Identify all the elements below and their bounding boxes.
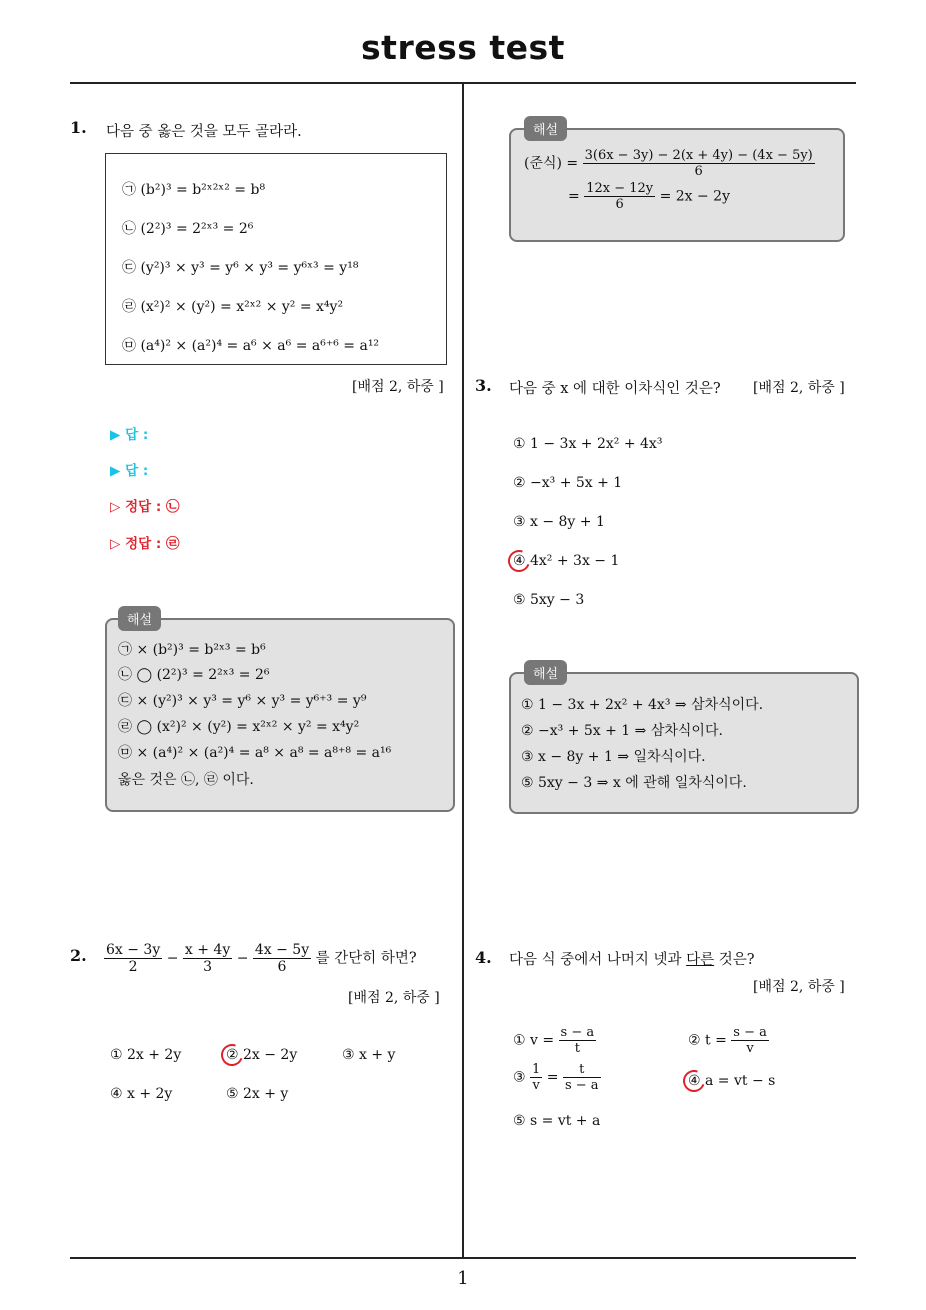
option-item (688, 1025, 769, 1056)
denominator: 2 (128, 959, 138, 975)
question-text-underlined: 다른 (686, 952, 715, 968)
question-4 (475, 948, 492, 967)
question-number: 4. (475, 948, 492, 967)
denominator: 6 (277, 959, 287, 975)
denominator: 6 (615, 197, 624, 212)
numerator: t (563, 1062, 601, 1078)
fraction (563, 1062, 601, 1093)
question-number: 1. (70, 118, 87, 137)
solution-tag: 해설 (524, 660, 567, 685)
question-text (509, 948, 755, 969)
choice-item: ㉠ (b²)³ = b²ˣ²ˣ² = b⁸ (122, 182, 266, 198)
option-item: ③ x − 8y + 1 (513, 514, 605, 530)
option-item: ④ a = vt − s (688, 1073, 776, 1089)
solution-equation (524, 148, 815, 179)
numerator: x + 4y (184, 942, 231, 958)
solution-line: ② −x³ + 5x + 1 ⇒ 삼차식이다. (521, 723, 723, 739)
choice-item: ㉤ (a⁴)² × (a²)⁴ = a⁶ × a⁶ = a⁶⁺⁶ = a¹² (122, 338, 380, 354)
denominator: v (746, 1041, 754, 1056)
answer-blank: ▶ 답 : (110, 427, 149, 443)
question-expression (104, 942, 417, 975)
choice-item: ㉡ (2²)³ = 2²ˣ³ = 2⁶ (122, 221, 254, 237)
equals-sign: = (546, 1069, 559, 1086)
correct-answer: ▷ 정답 : ㉣ (110, 536, 180, 552)
choice-item: ㉢ (y²)³ × y³ = y⁶ × y³ = y⁶ˣ³ = y¹⁸ (122, 260, 359, 276)
score-meta: [배점 2, 하중 ] (753, 380, 845, 396)
page-title: stress test (361, 28, 565, 67)
solution-line: ㉢ × (y²)³ × y³ = y⁶ × y³ = y⁶⁺³ = y⁹ (118, 693, 367, 709)
answer-circle-mark (504, 546, 533, 575)
page-number: 1 (457, 1268, 469, 1289)
fraction (253, 942, 311, 975)
score-meta: [배점 2, 하중 ] (753, 979, 845, 995)
option-item: ⑤ s = vt + a (513, 1113, 601, 1129)
denominator: s − a (564, 1078, 599, 1093)
question-number: 2. (70, 946, 87, 965)
numerator: 3(6x − 3y) − 2(x + 4y) − (4x − 5y) (584, 148, 813, 163)
option-label: ③ (513, 1069, 526, 1086)
answer-blank: ▶ 답 : (110, 463, 149, 479)
solution-line: 옳은 것은 ㉡, ㉣ 이다. (118, 772, 254, 788)
option-item: ⑤ 2x + y (226, 1086, 289, 1102)
option-item: ④ x + 2y (110, 1086, 173, 1102)
solution-line: ㉠ × (b²)³ = b²ˣ³ = b⁶ (118, 642, 266, 658)
solution-line: ㉣ ◯ (x²)² × (y²) = x²ˣ² × y² = x⁴y² (118, 719, 360, 735)
option-item: ② −x³ + 5x + 1 (513, 475, 623, 491)
denominator: 6 (694, 164, 703, 179)
option-label: ② t = (688, 1032, 727, 1049)
choice-item: ㉣ (x²)² × (y²) = x²ˣ² × y² = x⁴y² (122, 299, 344, 315)
option-item (513, 1062, 601, 1093)
operator: − (166, 950, 179, 967)
solution-line: ① 1 − 3x + 2x² + 4x³ ⇒ 삼차식이다. (521, 697, 764, 713)
numerator: s − a (733, 1025, 767, 1040)
question-text: 다음 중 x 에 대한 이차식인 것은? (509, 381, 721, 397)
equation-lhs: (준식) = (524, 155, 579, 172)
question-3 (475, 376, 492, 395)
solution-line: ㉡ ◯ (2²)³ = 2²ˣ³ = 2⁶ (118, 667, 270, 683)
question-number: 3. (475, 376, 492, 395)
answer-circle-mark (217, 1040, 246, 1069)
option-item: ④ 4x² + 3x − 1 (513, 553, 620, 569)
option-label: ① v = (513, 1032, 555, 1049)
numerator: 12x − 12y (586, 181, 654, 196)
question-text-part: 것은? (718, 952, 755, 968)
fraction (583, 148, 815, 179)
solution-line: ⑤ 5xy − 3 ⇒ x 에 관해 일차식이다. (521, 775, 747, 791)
question-1 (70, 118, 87, 137)
solution-tag: 해설 (524, 116, 567, 141)
solution-line: ③ x − 8y + 1 ⇒ 일차식이다. (521, 749, 706, 765)
fraction (104, 942, 162, 975)
option-item: ⑤ 5xy − 3 (513, 592, 585, 608)
correct-answer: ▷ 정답 : ㉡ (110, 499, 180, 515)
option-item (513, 1025, 596, 1056)
question-2 (70, 946, 87, 965)
question-text: 를 간단히 하면? (315, 950, 417, 967)
equation-rhs: = 2x − 2y (659, 188, 730, 205)
fraction (731, 1025, 769, 1056)
fraction (584, 181, 655, 212)
denominator: 3 (203, 959, 213, 975)
numerator: 1 (532, 1062, 541, 1077)
question-text-part: 다음 식 중에서 나머지 넷과 (509, 952, 682, 968)
equation-eq: = (568, 188, 580, 205)
operator: − (236, 950, 249, 967)
footer-rule (70, 1257, 856, 1259)
score-meta: [배점 2, 하중 ] (352, 379, 444, 395)
question-text: 다음 중 옳은 것을 모두 골라라. (106, 124, 302, 140)
option-item: ③ x + y (342, 1047, 396, 1063)
numerator: 4x − 5y (254, 942, 310, 958)
numerator: s − a (560, 1025, 595, 1040)
option-item: ① 1 − 3x + 2x² + 4x³ (513, 436, 663, 452)
fraction (559, 1025, 597, 1056)
option-item: ② 2x − 2y (226, 1047, 298, 1063)
fraction (530, 1062, 542, 1093)
numerator: 6x − 3y (106, 942, 161, 958)
score-meta: [배점 2, 하중 ] (348, 990, 440, 1006)
denominator: v (532, 1078, 540, 1093)
solution-line: ㉤ × (a⁴)² × (a²)⁴ = a⁸ × a⁸ = a⁸⁺⁸ = a¹⁶ (118, 745, 392, 761)
answer-circle-mark (679, 1066, 708, 1095)
option-item: ① 2x + 2y (110, 1047, 182, 1063)
solution-tag: 해설 (118, 606, 161, 631)
column-divider (462, 84, 464, 1258)
denominator: t (574, 1041, 580, 1056)
solution-equation (568, 181, 730, 212)
fraction (183, 942, 232, 975)
